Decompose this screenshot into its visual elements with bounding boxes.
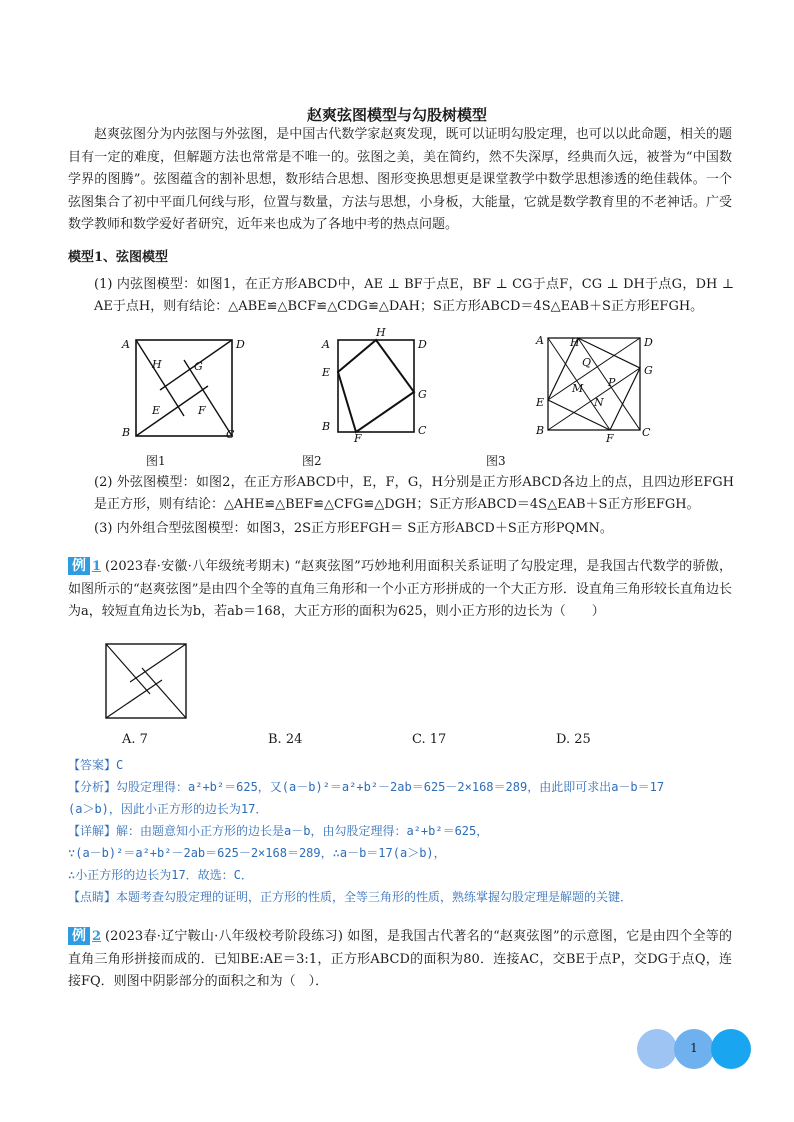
figure-1 [118, 330, 248, 442]
example-1-analysis-line2: (a＞b)，因此小正方形的边长为17． [68, 802, 268, 816]
page-decor-circle-left [637, 1029, 677, 1069]
option-c: C. 17 [412, 732, 447, 747]
item-outer-model: (2) 外弦图模型：如图2，在正方形ABCD中，E，F，G，H分别是正方形ABCD各边上的点，且四边形EFGH是正方形，则有结论：△AHE≌△BEF≌△CFG≌△DGH；S正方形ABCD＝4S△EAB＋S正方形EFGH。 [94, 475, 734, 512]
fig3-label-p: P [608, 376, 616, 389]
model-heading: 模型1、弦图模型 [68, 250, 169, 265]
example-1-analysis-line1: 【分析】勾股定理得：a²+b²＝625，又(a－b)²＝a²+b²－2ab＝625－2×168＝289，由此即可求出a－b＝17 [68, 780, 665, 794]
page-decor-circle-right [711, 1029, 751, 1069]
example-2-number: 2 [92, 929, 102, 944]
example-2 [68, 926, 732, 994]
fig3-label-d: D [644, 336, 653, 349]
fig3-label-m: M [572, 382, 584, 395]
fig2-label-e: E [322, 366, 331, 379]
fig1-label-e: E [152, 404, 161, 417]
fig1-label-h: H [152, 358, 162, 371]
fig1-label-f: F [198, 404, 206, 417]
fig1-label-d: D [236, 338, 245, 351]
figure-3 [530, 330, 660, 442]
fig3-label-e: E [536, 396, 545, 409]
item-combined-model: (3) 内外组合型弦图模型：如图3，2S正方形EFGH＝ S正方形ABCD＋S正方形PQMN。 [94, 521, 613, 536]
caption-fig3: 图3 [486, 454, 506, 468]
example-1 [68, 556, 732, 624]
fig3-label-a: A [536, 334, 544, 347]
fig2-label-h: H [376, 326, 386, 339]
fig2-label-b: B [322, 420, 331, 433]
example-2-badge: 例 [68, 927, 90, 945]
fig3-label-n: N [594, 396, 604, 409]
example-1-detail-line1: 【详解】解：由题意知小正方形的边长是a－b，由勾股定理得：a²+b²＝625， [68, 824, 489, 838]
example-1-detail-line2: ∵(a－b)²＝a²+b²－2ab＝625－2×168＝289，∴a－b＝17(a＞b)， [68, 846, 446, 860]
example-1-number: 1 [92, 559, 102, 574]
fig2-label-a: A [322, 338, 330, 351]
fig2-label-d: D [418, 338, 427, 351]
fig2-label-f: F [354, 432, 362, 442]
page-number: 1 [690, 1041, 698, 1055]
example-1-detail-line3: ∴小正方形的边长为17．故选：C． [68, 868, 253, 882]
example-1-text: (2023春·安徽·八年级统考期末) “赵爽弦图”巧妙地利用面积关系证明了勾股定理，是我国古代数学的骄傲，如图所示的“赵爽弦图”是由四个全等的直角三角形和一个小正方形拼成的一个大正方形．设直角三角形较长直角边长为a，较短直角边长为b，若ab＝168，大正方形的面积为625，则小正方形的边长为（ ） [68, 559, 732, 619]
fig3-label-q: Q [582, 356, 592, 369]
fig3-label-g: G [644, 364, 653, 377]
fig1-label-c: C [226, 428, 235, 441]
fig2-label-g: G [418, 388, 427, 401]
item-inner-model: (1) 内弦图模型：如图1，在正方形ABCD中，AE ⊥ BF于点E，BF ⊥ CG于点F，CG ⊥ DH于点G，DH ⊥ AE于点H，则有结论：△ABE≌△BCF≌△CDG≌△DAH；S正方形ABCD＝4S△EAB＋S正方形EFGH。 [94, 277, 734, 314]
fig3-label-f: F [606, 432, 614, 442]
fig2-label-c: C [418, 424, 427, 437]
fig3-label-b: B [536, 424, 545, 437]
caption-fig2: 图2 [302, 454, 322, 468]
option-d: D. 25 [556, 732, 591, 747]
figure-2 [316, 322, 436, 442]
fig3-label-h: H [570, 336, 580, 349]
example-2-text: (2023春·辽宁鞍山·八年级校考阶段练习) 如图，是我国古代著名的“赵爽弦图”的示意图，它是由四个全等的直角三角形拼接而成的．已知BE:AE＝3:1，正方形ABCD的面积为80．连接AC，交BE于点P，交DG于点Q，连接FQ．则图中阴影部分的面积之和为（ ）． [68, 929, 732, 989]
example-1-answer: 【答案】C [68, 758, 124, 772]
fig1-label-g: G [194, 360, 203, 373]
example-1-comment: 【点睛】本题考查勾股定理的证明，正方形的性质，全等三角形的性质，熟练掌握勾股定理是解题的关键． [68, 890, 633, 904]
fig3-label-c: C [642, 426, 651, 439]
option-a: A. 7 [122, 732, 148, 747]
intro-text: 赵爽弦图分为内弦图与外弦图，是中国古代数学家赵爽发现，既可以证明勾股定理，也可以以此命题，相关的题目有一定的难度，但解题方法也常常是不唯一的。弦图之美，美在简约，然不失深厚，经典而久远，被誉为“中国数学界的图腾”。弦图蕴含的割补思想，数形结合思想、图形变换思想更是课堂教学中数学思想渗透的绝佳载体。一个弦图集合了初中平面几何线与形，位置与数量，方法与思想，小身板，大能量，它就是数学教育里的不老神话。广受数学教师和数学爱好者研究，近年来也成为了各地中考的热点问题。 [68, 127, 732, 232]
page-title: 赵爽弦图模型与勾股树模型 [306, 106, 487, 124]
example-1-badge: 例 [68, 557, 90, 575]
fig1-label-a: A [122, 338, 130, 351]
fig1-label-b: B [122, 426, 131, 439]
option-b: B. 24 [268, 732, 303, 747]
intro-paragraph [68, 124, 732, 237]
example-1-figure [104, 642, 188, 720]
caption-fig1: 图1 [146, 454, 166, 468]
